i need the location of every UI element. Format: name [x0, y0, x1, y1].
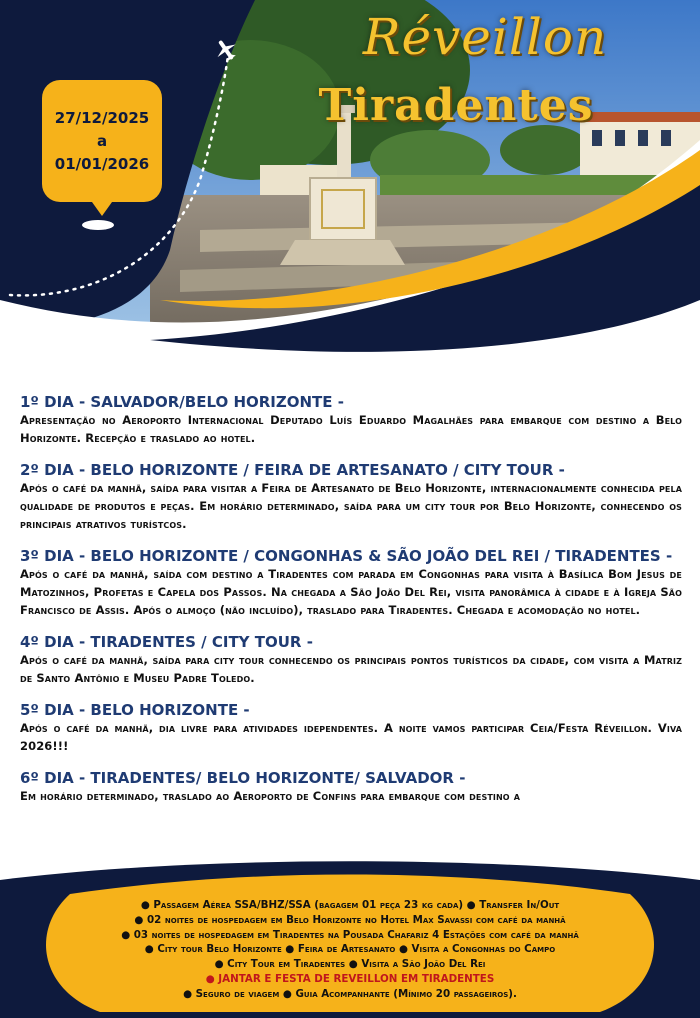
day-title: 3º DIA - BELO HORIZONTE / CONGONHAS & SÃO JOÃO DEL REI / TIRADENTES - — [20, 547, 673, 565]
day-6 — [20, 769, 682, 805]
day-description: Após o café da manhã, saída com destino a Tiradentes com parada em Congonhas para visita à Basílica Bom Jesus de Matozinhos, Profetas e Capela dos Passos. Na chegada a São João Del Rei, visita panorâmica à cidade e à Igreja São Francisco de Assis. Após o almoço (não incluído), traslado para Tiradentes. Chegada e acomodação no hotel. — [20, 567, 682, 617]
day-description: Apresentação no Aeroporto Internacional Deputado Luís Eduardo Magalhães para embarque com destino a Belo Horizonte. Recepção e traslado ao hotel. — [20, 413, 682, 445]
includes-list — [60, 898, 640, 1002]
includes-line: ● Seguro de viagem ● Guia Acompanhante (Mínimo 20 passageiros). — [183, 987, 517, 1000]
title-main: Tiradentes — [318, 80, 594, 131]
date-to: 01/01/2026 — [54, 154, 150, 173]
day-1 — [20, 393, 682, 447]
day-4 — [20, 633, 682, 687]
header-banner — [0, 0, 700, 370]
title-script: Réveillon — [362, 8, 608, 66]
day-2 — [20, 461, 682, 533]
badge-shadow — [82, 220, 114, 230]
day-description: Após o café da manhã, saída para city tour conhecendo os principais pontos turísticos da cidade, com visita a Matriz de Santo Antônio e Museu Padre Toledo. — [20, 653, 682, 685]
day-title: 2º DIA - BELO HORIZONTE / FEIRA DE ARTESANATO / CITY TOUR - — [20, 461, 565, 479]
includes-line: ● City Tour em Tiradentes ● Visita a São João Del Rei — [214, 958, 486, 971]
day-5 — [20, 701, 682, 755]
day-description: Em horário determinado, traslado ao Aeroporto de Confins para embarque com destino a — [20, 789, 521, 803]
includes-line: ● 03 noites de hospedagem em Tiradentes na Pousada Chafariz 4 Estações com café da manhã — [121, 928, 579, 941]
day-description: Após o café da manhã, saída para visitar a Feira de Artesanato de Belo Horizonte, internacionalmente conhecida pela qualidade de produtos e peças. Em horário determinado, saída para um city tour por Belo Horizonte, conhecendo os principais atrativos turístcos. — [20, 481, 682, 531]
day-3 — [20, 547, 682, 619]
includes-footer — [0, 850, 700, 1018]
date-separator: a — [96, 131, 108, 150]
includes-highlight: ● JANTAR E FESTA DE REVEILLON EM TIRADENTES — [205, 972, 495, 985]
includes-line: ● Passagem Aérea SSA/BHZ/SSA (bagagem 01 peça 23 kg cada) ● Transfer In/Out — [140, 899, 560, 911]
day-description: Após o café da manhã, dia livre para atividades idependentes. A noite vamos participar Ceia/Festa Réveillon. Viva 2026!!! — [20, 721, 682, 753]
day-title: 5º DIA - BELO HORIZONTE - — [20, 701, 250, 719]
itinerary — [20, 393, 682, 819]
day-title: 1º DIA - SALVADOR/BELO HORIZONTE - — [20, 393, 344, 411]
date-from: 27/12/2025 — [54, 108, 150, 127]
date-badge — [42, 80, 162, 202]
includes-line: ● 02 noites de hospedagem em Belo Horizonte no Hotel Max Savassi com café da manhã — [134, 913, 566, 926]
includes-line: ● City tour Belo Horizonte ● Feira de Artesanato ● Visita a Congonhas do Campo — [144, 943, 556, 956]
day-title: 4º DIA - TIRADENTES / CITY TOUR - — [20, 633, 313, 651]
day-title: 6º DIA - TIRADENTES/ BELO HORIZONTE/ SALVADOR - — [20, 769, 466, 787]
